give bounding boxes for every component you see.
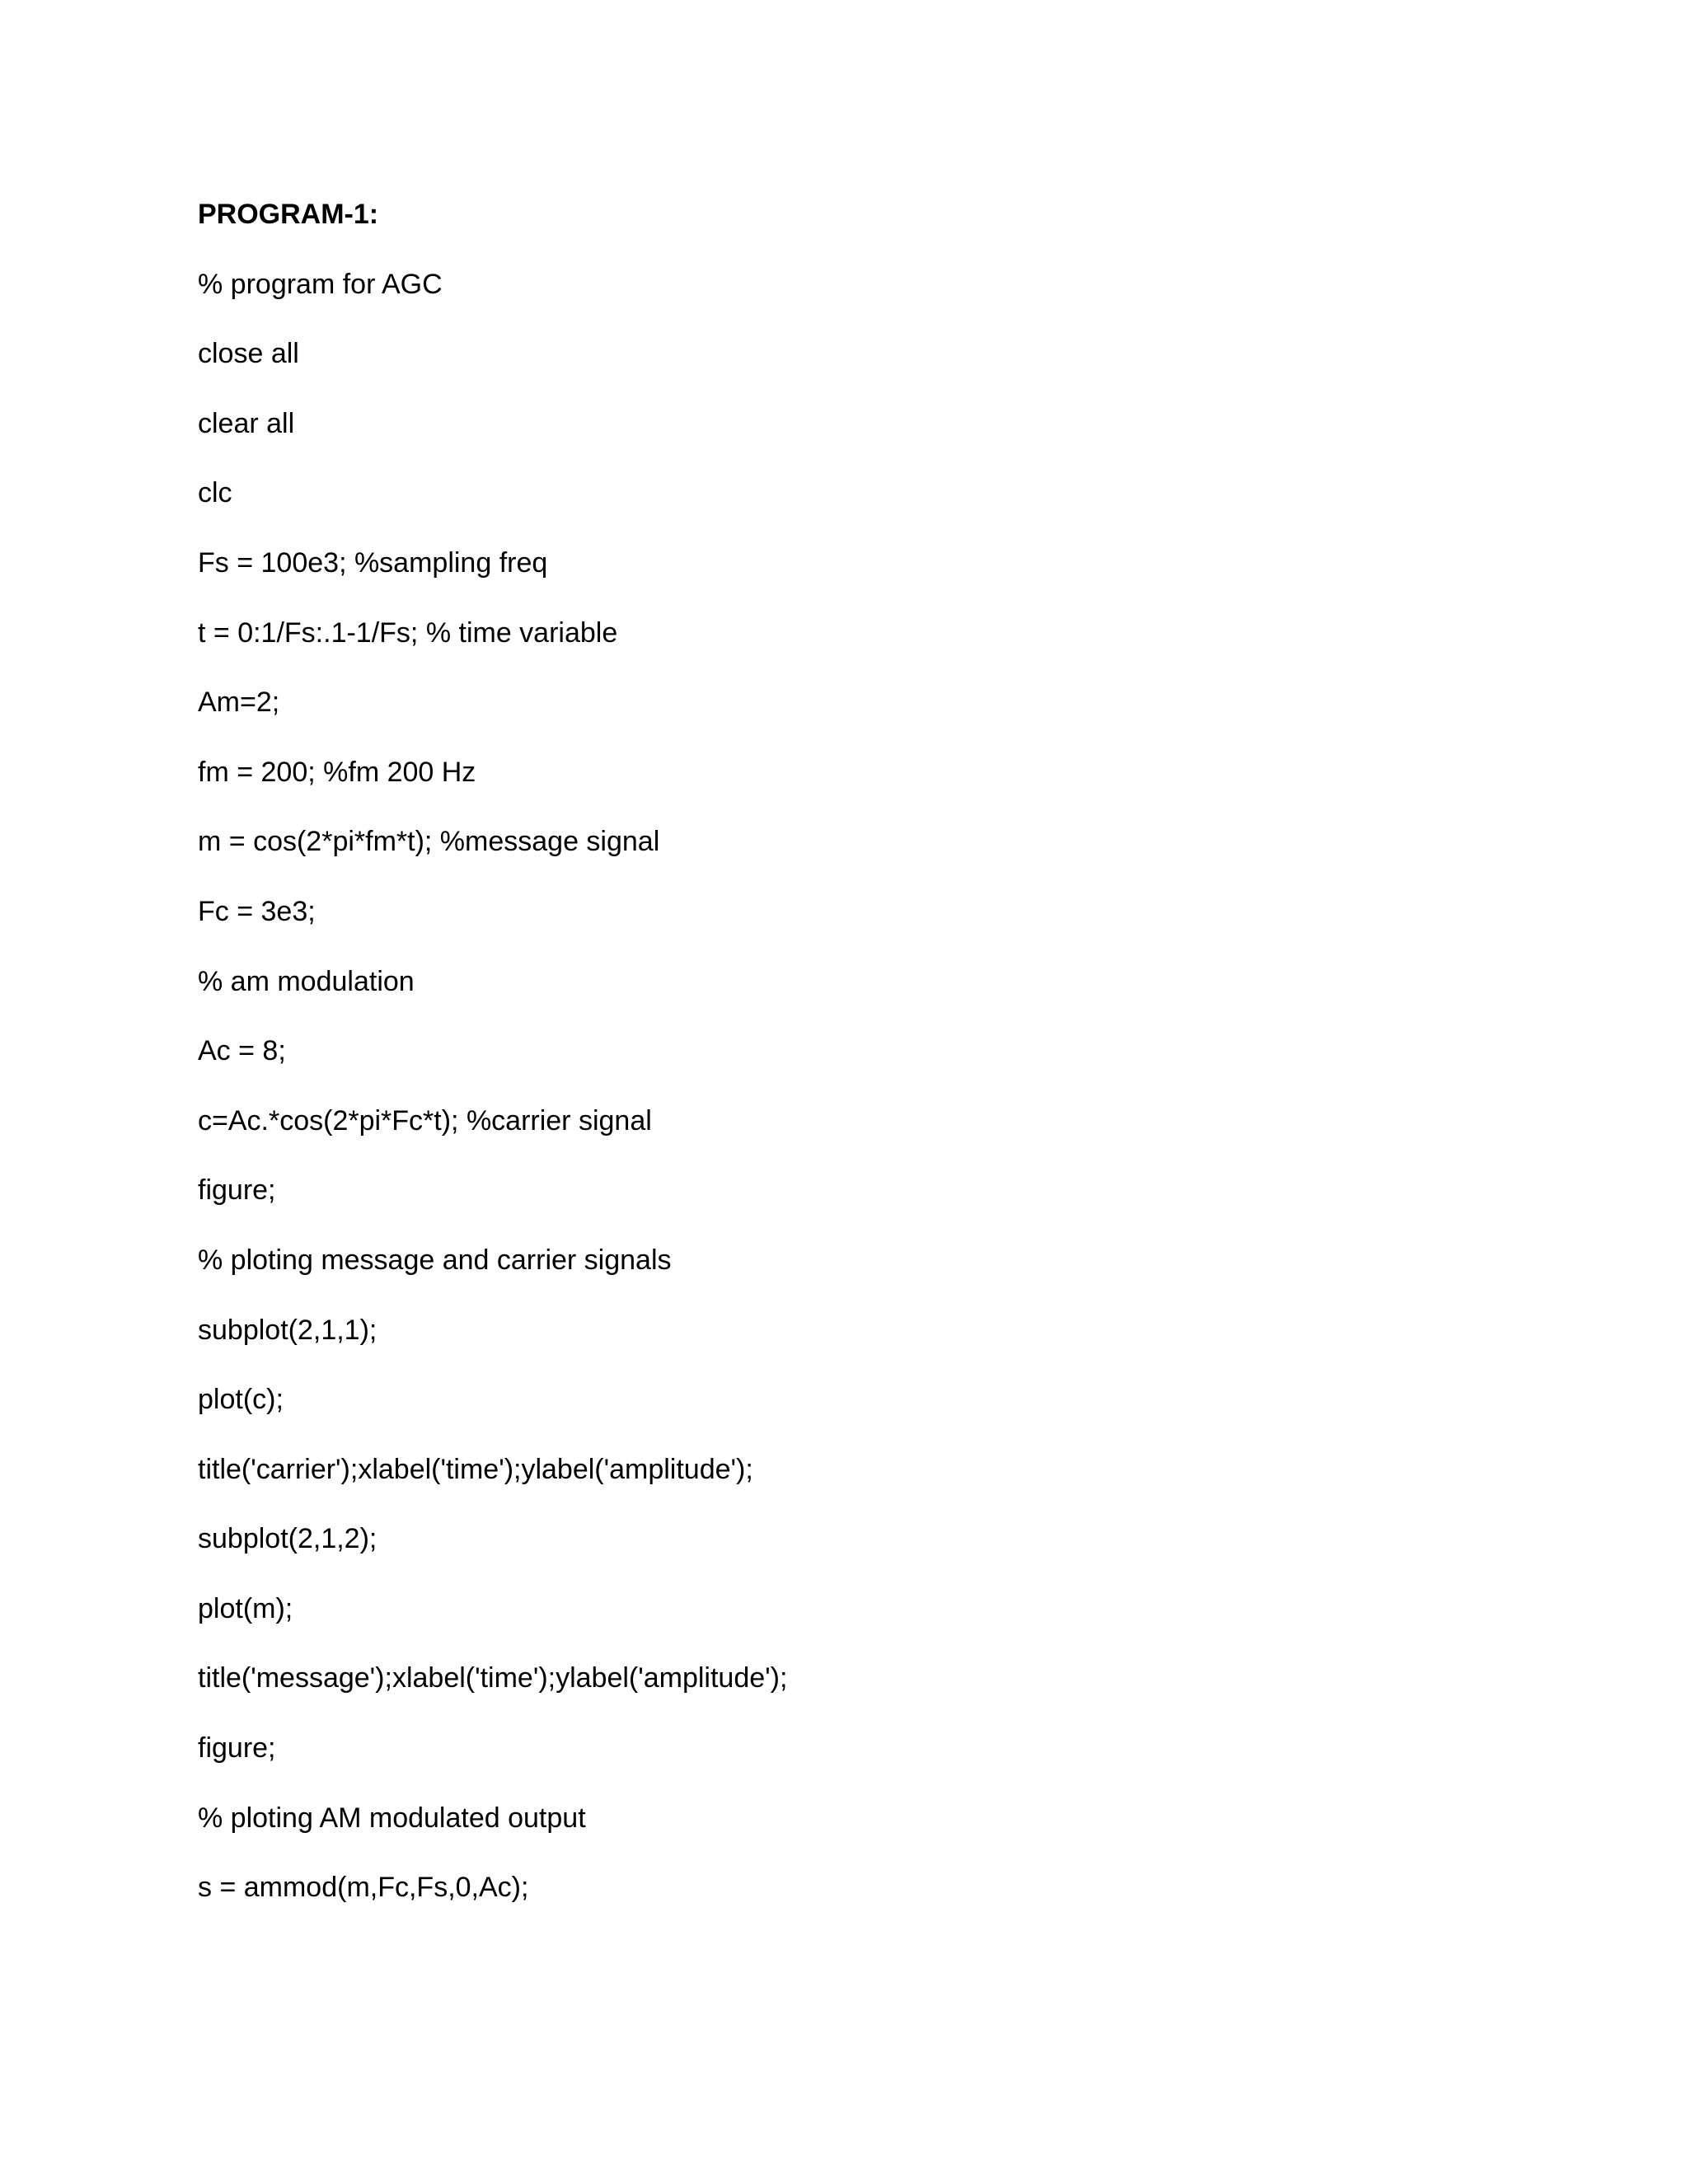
code-line-text: Ac = 8;	[198, 1035, 286, 1067]
code-line-text: fm = 200; %fm 200 Hz	[198, 756, 476, 788]
code-line	[198, 265, 1599, 335]
code-line	[198, 1240, 1599, 1310]
code-line	[198, 1450, 1599, 1520]
code-line-text: figure;	[198, 1732, 276, 1765]
code-line-text: clc	[198, 477, 232, 509]
document-content	[198, 194, 1599, 1938]
code-line	[198, 1170, 1599, 1240]
code-line-text: c=Ac.*cos(2*pi*Fc*t); %carrier signal	[198, 1104, 652, 1137]
code-line	[198, 1101, 1599, 1171]
code-line-text: plot(m);	[198, 1592, 293, 1624]
code-line-text: Am=2;	[198, 687, 280, 719]
code-line-text: title('carrier');xlabel('time');ylabel('amplitude');	[198, 1453, 753, 1485]
code-line-text: close all	[198, 338, 299, 370]
code-line-text: % am modulation	[198, 965, 415, 997]
code-line	[198, 613, 1599, 683]
code-line-text: m = cos(2*pi*fm*t); %message signal	[198, 826, 660, 858]
code-line-text: % ploting AM modulated output	[198, 1802, 586, 1834]
code-line-text: clear all	[198, 407, 295, 439]
code-line-text: Fc = 3e3;	[198, 895, 316, 927]
code-line	[198, 682, 1599, 752]
code-line	[198, 1589, 1599, 1659]
code-line	[198, 1728, 1599, 1798]
code-line	[198, 404, 1599, 474]
code-line-text: subplot(2,1,1);	[198, 1314, 377, 1346]
code-line-text: s = ammod(m,Fc,Fs,0,Ac);	[198, 1872, 529, 1904]
code-line-text: t = 0:1/Fs:.1-1/Fs; % time variable	[198, 616, 618, 649]
code-line	[198, 334, 1599, 404]
code-line	[198, 962, 1599, 1032]
program-heading: PROGRAM-1:	[198, 199, 379, 230]
code-line	[198, 1798, 1599, 1868]
code-line	[198, 1310, 1599, 1380]
code-line	[198, 1380, 1599, 1450]
code-line	[198, 473, 1599, 543]
code-line	[198, 892, 1599, 962]
code-line	[198, 1658, 1599, 1728]
code-line-text: Fs = 100e3; %sampling freq	[198, 546, 548, 579]
code-line	[198, 1868, 1599, 1938]
code-line-text: figure;	[198, 1174, 276, 1207]
code-line-text: title('message');xlabel('time');ylabel('amplitude');	[198, 1662, 788, 1694]
code-line-text: subplot(2,1,2);	[198, 1523, 377, 1555]
code-line-text: % program for AGC	[198, 268, 443, 300]
code-line	[198, 1519, 1599, 1589]
code-line	[198, 543, 1599, 613]
code-line-text: plot(c);	[198, 1384, 284, 1416]
code-line	[198, 752, 1599, 823]
code-line	[198, 822, 1599, 892]
program-heading-row	[198, 194, 1599, 265]
code-line-text: % ploting message and carrier signals	[198, 1244, 672, 1276]
code-line	[198, 1031, 1599, 1101]
